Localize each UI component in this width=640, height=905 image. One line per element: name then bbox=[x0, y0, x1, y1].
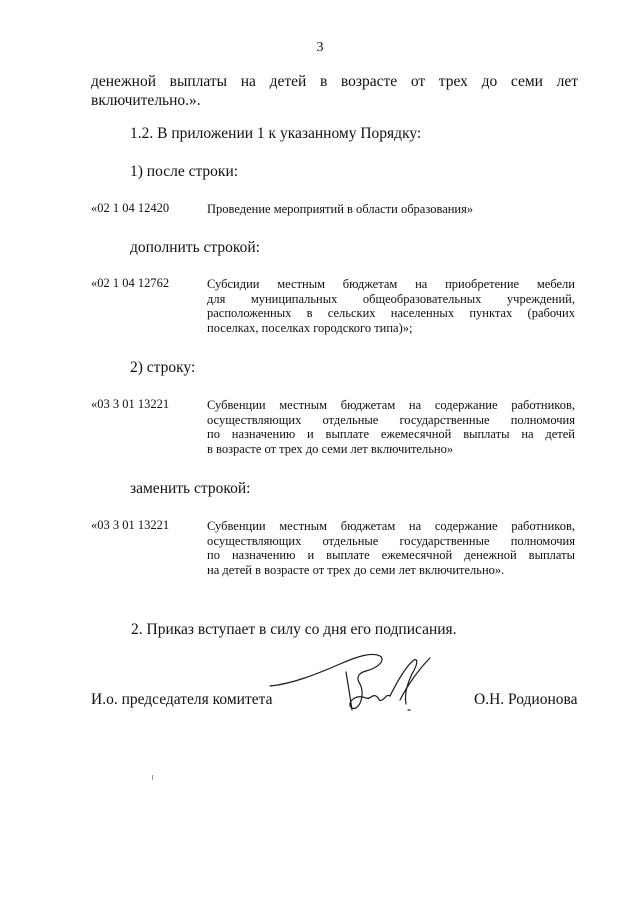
scan-artifact bbox=[152, 775, 153, 780]
signatory-name: О.Н. Родионова bbox=[474, 691, 578, 708]
row-new-code: «03 3 01 13221 bbox=[91, 518, 170, 532]
row-new-line-3: по назначению и выплате ежемесячной денежной выплаты bbox=[207, 548, 575, 563]
replace-heading: заменить строкой: bbox=[130, 480, 251, 497]
row-new-line-1: Субвенции местным бюджетам на содержание работников, bbox=[207, 519, 575, 533]
row-old-line-4: в возрасте от трех до семи лет включительно» bbox=[207, 441, 454, 456]
row-new-line-2: осуществляющих отдельные государственные полномочия bbox=[207, 533, 575, 548]
row-after-description: Проведение мероприятий в области образования» bbox=[207, 202, 474, 216]
row-added-line-3: расположенных в сельских населенных пунктах (рабочих bbox=[207, 306, 575, 321]
section-1-2-heading: 1.2. В приложении 1 к указанному Порядку: bbox=[130, 125, 422, 142]
intro-line-1: денежной выплаты на детей в возрасте от трех до семи лет bbox=[91, 73, 578, 90]
page-number: 3 bbox=[316, 40, 324, 55]
row-old-line-3: по назначению и выплате ежемесячной выплаты на детей bbox=[207, 427, 575, 442]
intro-line-2: включительно.». bbox=[91, 92, 201, 109]
signatory-position: И.о. председателя комитета bbox=[91, 691, 273, 708]
row-added-line-1: Субсидии местным бюджетам на приобретение мебели bbox=[207, 277, 575, 291]
intro-paragraph bbox=[91, 72, 578, 110]
item-2-heading: 2) строку: bbox=[130, 359, 196, 376]
row-after-code: «02 1 04 12420 bbox=[91, 201, 170, 215]
row-old-line-2: осуществляющих отдельные государственные полномочия bbox=[207, 412, 575, 427]
signature-icon bbox=[262, 644, 442, 724]
row-added-line-4: поселках, поселках городского типа)»; bbox=[207, 320, 413, 335]
item-1-heading: 1) после строки: bbox=[130, 163, 239, 180]
row-new-line-4: на детей в возрасте от трех до семи лет включительно». bbox=[207, 562, 505, 577]
add-row-heading: дополнить строкой: bbox=[130, 239, 260, 256]
row-added-code: «02 1 04 12762 bbox=[91, 276, 170, 290]
row-old-description bbox=[207, 398, 575, 456]
clause-2: 2. Приказ вступает в силу со дня его подписания. bbox=[131, 621, 457, 638]
row-old-code: «03 3 01 13221 bbox=[91, 397, 170, 411]
row-added-description bbox=[207, 277, 575, 335]
row-added-line-2: для муниципальных общеобразовательных учреждений, bbox=[207, 291, 575, 306]
row-old-line-1: Субвенции местным бюджетам на содержание работников, bbox=[207, 398, 575, 412]
row-new-description bbox=[207, 519, 575, 577]
